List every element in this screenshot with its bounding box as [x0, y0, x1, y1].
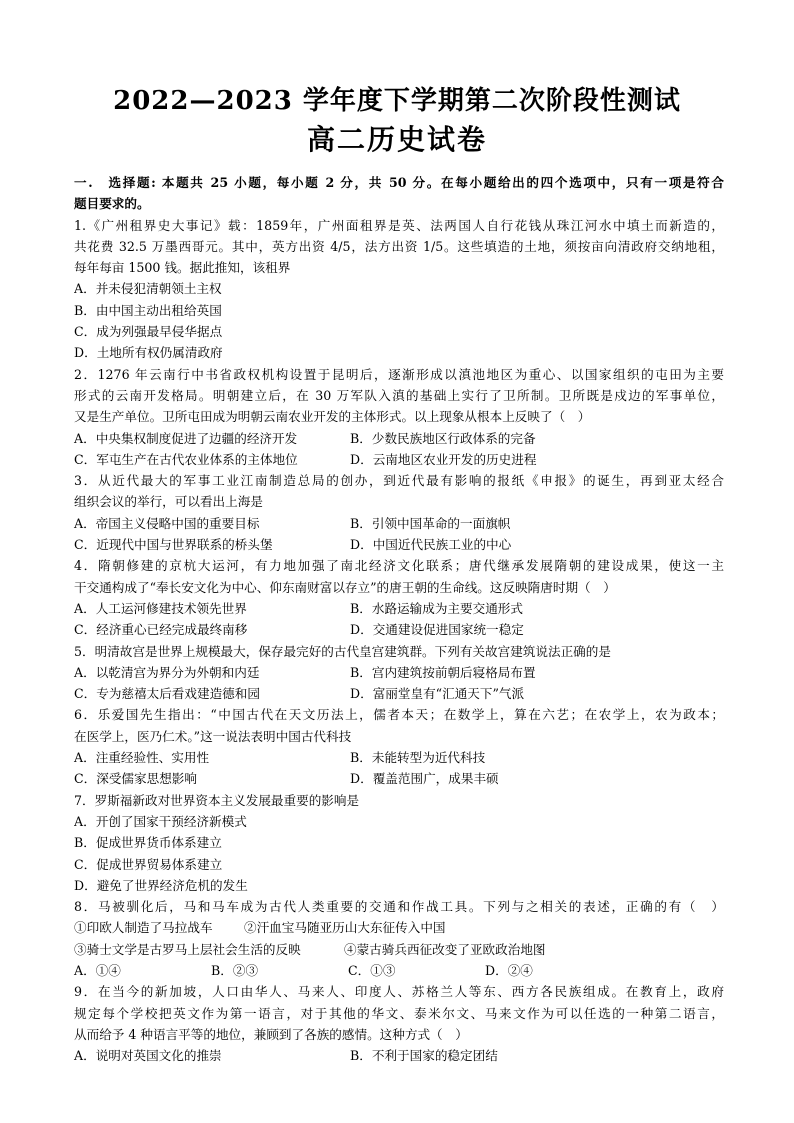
question-2-option-a: A．中央集权制度促进了边疆的经济开发 [74, 430, 298, 446]
question-3-option-d: D．中国近代民族工业的中心 [350, 537, 512, 553]
question-2-option-c: C．军屯生产在古代农业体系的主体地位 [74, 451, 298, 467]
question-3-options-row [74, 513, 724, 534]
question-4-option-a: A．人工运河修建技术领先世界 [74, 600, 247, 616]
question-2-stem: 形式的云南开发格局。明朝建立后，在 30 万军队入滇的基础上实行了卫所制。卫所既是戍边的军事单位， [74, 387, 724, 403]
question-5-option-b: B．宫内建筑按前朝后寝格局布置 [350, 664, 536, 680]
question-4-option-c: C．经济重心已经完成最终南移 [74, 622, 248, 638]
question-4-option-d: D．交通建设促进国家统一稳定 [350, 622, 524, 638]
question-1-option-d: D．土地所有权仍属清政府 [74, 345, 223, 361]
page-subtitle: 高二历史试卷 [306, 123, 487, 156]
question-5-options-row [74, 683, 724, 704]
question-9-option-b: B．不利于国家的稳定团结 [350, 1048, 498, 1064]
question-8-option-b: B．②③ [211, 962, 259, 978]
question-8-option-d: D．②④ [485, 962, 533, 978]
question-4-stem: 4．隋朝修建的京杭大运河，有力地加强了南北经济文化联系；唐代继承发展隋朝的建设成果，使这一主 [74, 558, 724, 574]
section-heading: 一. 选择题: 本题共 25 小题，每小题 2 分，共 50 分。在每小题给出的四个选项中，只有一项是符合 [74, 175, 724, 190]
question-6-stem: 6．乐爱国先生指出：“中国古代在天文历法上，儒者本天；在数学上，算在六艺；在农学上，农为政本； [74, 707, 724, 723]
question-2-stem: 2．1276 年云南行中书省政权机构设置于昆明后，逐渐形成以滇池地区为重心、以国家组织的屯田为主要 [74, 366, 724, 382]
question-2-option-d: D．云南地区农业开发的历史进程 [350, 451, 537, 467]
question-5-stem: 5．明清故宫是世界上规模最大，保存最完好的古代皇宫建筑群。下列有关故宫建筑说法正确的是 [74, 643, 611, 659]
question-6-stem: 在医学上，医乃仁术。”这一说法表明中国古代科技 [74, 728, 352, 744]
question-3-option-c: C．近现代中国与世界联系的桥头堡 [74, 537, 273, 553]
question-5-option-c: C．专为慈禧太后看戏建造德和园 [74, 686, 260, 702]
question-8-item-4: ④蒙古骑兵西征改变了亚欧政治地图 [344, 941, 546, 957]
question-4-stem: 干交通构成了“奉长安文化为中心、仰东南财富以存立”的唐王朝的生命线。这反映隋唐时期（ ） [74, 579, 616, 595]
page-title: 2022—2023 学年度下学期第二次阶段性测试 [113, 86, 681, 116]
question-1-stem: 共花费 32.5 万墨西哥元。其中，英方出资 4/5，法方出资 1/5。这些填造的土地，须按亩向清政府交纳地租， [74, 238, 724, 254]
question-7-option-c: C．促成世界贸易体系建立 [74, 856, 223, 872]
question-7-stem: 7．罗斯福新政对世界资本主义发展最重要的影响是 [74, 792, 360, 808]
question-3-options-row [74, 534, 724, 555]
question-8-item-3: ③骑士文学是古罗马上层社会生活的反映 [74, 941, 301, 957]
question-6-option-d: D．覆盖范围广，成果丰硕 [350, 771, 499, 787]
question-8-options-row [74, 960, 724, 981]
question-9-options-row [74, 1045, 724, 1066]
question-6-option-a: A．注重经验性、实用性 [74, 750, 210, 766]
question-2-options-row [74, 428, 724, 449]
question-8-item-1: ①印欧人制造了马拉战车 [74, 920, 213, 936]
question-2-options-row [74, 449, 724, 470]
question-9-option-a: A．说明对英国文化的推崇 [74, 1048, 222, 1064]
question-4-options-row [74, 619, 724, 640]
question-7-option-d: D．避免了世界经济危机的发生 [74, 877, 248, 893]
question-9-stem: 从而给予 4 种语言平等的地位，兼顾到了各族的感情。这种方式（ ） [74, 1026, 468, 1042]
question-6-options-row [74, 768, 724, 789]
question-8-stem: 8．马被驯化后，马和马车成为古代人类重要的交通和作战工具。下列与之相关的表述，正确的有（ ） [74, 899, 724, 915]
question-6-option-b: B．未能转型为近代科技 [350, 750, 486, 766]
question-8-item-2: ②汗血宝马随亚历山大东征传入中国 [244, 920, 446, 936]
question-9-stem: 规定每个学校把英文作为第一语言，对于其他的华文、泰米尔文、马来文作为可以任选的一种第二语言， [74, 1005, 724, 1021]
question-5-option-d: D．富丽堂皇有“汇通天下”气派 [350, 686, 525, 702]
question-1-stem: 1.《广州租界史大事记》载：1859年，广州面租界是英、法两国人自行花钱从珠江河水中填土而新造的， [74, 217, 724, 233]
question-1-option-b: B．由中国主动出租给英国 [74, 302, 222, 318]
question-5-option-a: A．以乾清宫为界分为外朝和内廷 [74, 664, 260, 680]
question-8-option-c: C．①③ [348, 962, 396, 978]
question-1-stem: 每年每亩 1500 钱。据此推知，该租界 [74, 260, 291, 276]
question-3-option-b: B．引领中国革命的一面旗帜 [350, 515, 511, 531]
question-2-option-b: B．少数民族地区行政体系的完备 [350, 430, 536, 446]
question-7-option-a: A．开创了国家干预经济新模式 [74, 813, 247, 829]
question-6-option-c: C．深受儒家思想影响 [74, 771, 197, 787]
question-8-items-row [74, 917, 724, 938]
question-3-stem: 3．从近代最大的军事工业江南制造总局的创办，到近代最有影响的报纸《申报》的诞生，再到亚太经合 [74, 473, 724, 489]
question-8-items-row [74, 939, 724, 960]
question-5-options-row [74, 662, 724, 683]
question-4-options-row [74, 598, 724, 619]
question-1-option-c: C．成为列强最早侵华据点 [74, 324, 223, 340]
question-1-option-a: A．并未侵犯清朝领土主权 [74, 281, 222, 297]
section-heading-cont: 题目要求的。 [74, 196, 150, 212]
question-7-option-b: B．促成世界货币体系建立 [74, 835, 222, 851]
question-2-stem: 又是生产单位。卫所屯田成为明朝云南农业开发的主体形式。以上现象从根本上反映了（ ） [74, 409, 591, 425]
question-3-stem: 组织会议的举行，可以看出上海是 [74, 494, 263, 510]
question-9-stem: 9．在当今的新加坡，人口由华人、马来人、印度人、苏格兰人等东、西方各民族组成。在教育上，政府 [74, 984, 724, 1000]
question-6-options-row [74, 747, 724, 768]
exam-body [74, 172, 724, 1066]
question-4-option-b: B．水路运输成为主要交通形式 [350, 600, 523, 616]
question-8-option-a: A．①④ [74, 962, 121, 978]
question-3-option-a: A．帝国主义侵略中国的重要目标 [74, 515, 260, 531]
